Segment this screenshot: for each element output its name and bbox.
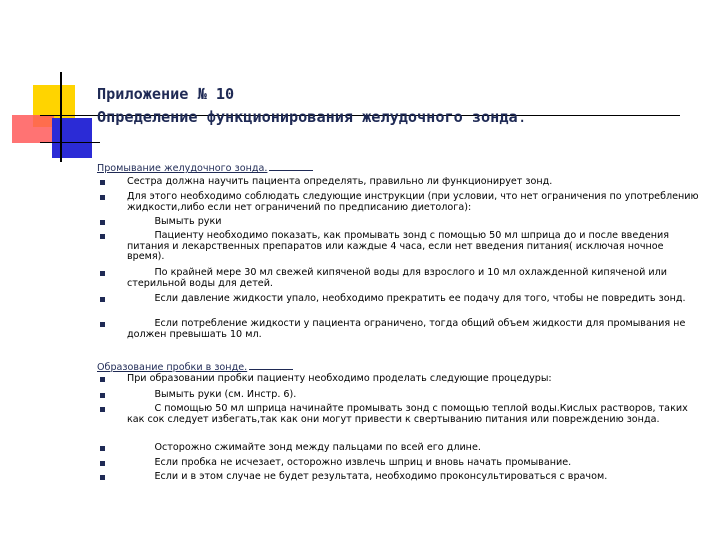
bullet-icon bbox=[100, 297, 105, 302]
bullet-icon bbox=[100, 195, 105, 200]
slide-title-line-1: Приложение № 10 bbox=[97, 85, 235, 103]
bullet-icon bbox=[100, 475, 105, 480]
decor-red-rectangle bbox=[12, 115, 54, 143]
slide-title-line-2 bbox=[97, 107, 697, 127]
list-item: Осторожно сжимайте зонд между пальцами по всей его длине. bbox=[127, 442, 481, 453]
list-item: При образовании пробки пациенту необходимо проделать следующие процедуры: bbox=[127, 373, 552, 384]
bullet-icon bbox=[100, 234, 105, 239]
decor-vertical-line bbox=[60, 72, 62, 162]
list-item: Если давление жидкости упало, необходимо прекратить ее подачу для того, чтобы не повредить зонд. bbox=[127, 293, 686, 304]
bullet-icon bbox=[100, 407, 105, 412]
list-item: Сестра должна научить пациента определять, правильно ли функционирует зонд. bbox=[127, 176, 553, 187]
bullet-icon bbox=[100, 393, 105, 398]
list-item: Пациенту необходимо показать, как промывать зонд с помощью 50 мл шприца до и после введения питания и лекарственных препаратов или каждые 4 часа, если нет введения питания( исключая ночное время). bbox=[127, 230, 673, 262]
list-item: Если пробка не исчезает, осторожно извлечь шприц и вновь начать промывание. bbox=[127, 457, 572, 468]
bullet-icon bbox=[100, 461, 105, 466]
section-heading-flushing: Промывание желудочного зонда. bbox=[97, 163, 313, 174]
bullet-icon bbox=[100, 446, 105, 451]
decor-blue-square bbox=[52, 118, 92, 158]
list-item: По крайней мере 30 мл свежей кипяченой воды для взрослого и 10 мл охлажденной кипяченой или стерильной воды для детей. bbox=[127, 267, 671, 289]
title-text: Определение функционирования желудочного зонда bbox=[97, 108, 518, 126]
bullet-icon bbox=[100, 220, 105, 225]
list-item: Если и в этом случае не будет результата, необходимо проконсультироваться с врачом. bbox=[127, 471, 608, 482]
list-item: С помощью 50 мл шприца начинайте промывать зонд с помощью теплой воды.Кислых растворов, таких как сок следует избегать,так как они могут привести к свертыванию питания или повреждению зонда. bbox=[127, 403, 691, 425]
list-item: Вымыть руки bbox=[127, 216, 222, 227]
bullet-icon bbox=[100, 377, 105, 382]
list-item: Вымыть руки (см. Инстр. 6). bbox=[127, 389, 297, 400]
bullet-icon bbox=[100, 271, 105, 276]
bullet-icon bbox=[100, 322, 105, 327]
bullet-icon bbox=[100, 180, 105, 185]
title-period: . bbox=[517, 108, 527, 126]
list-item: Если потребление жидкости у пациента ограничено, тогда общий объем жидкости для промывания не должен превышать 10 мл. bbox=[127, 318, 689, 340]
section-heading-blockage: Образование пробки в зонде. bbox=[97, 362, 293, 373]
decor-short-line bbox=[40, 142, 100, 143]
list-item: Для этого необходимо соблюдать следующие инструкции (при условии, что нет ограничения по употреблению жидкости,либо если нет ограничений по предписанию диетолога): bbox=[127, 191, 702, 213]
